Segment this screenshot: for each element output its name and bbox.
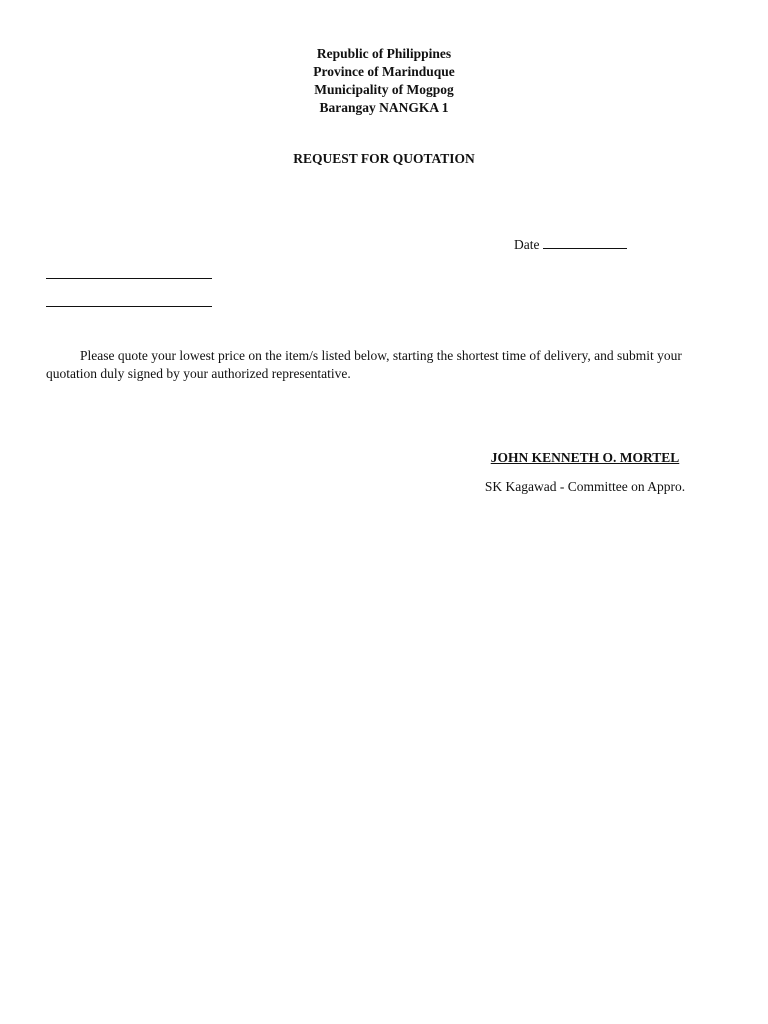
signatory-block (480, 449, 690, 496)
document-title: REQUEST FOR QUOTATION (293, 151, 475, 166)
request-paragraph: Please quote your lowest price on the item/s listed below, starting the shortest time of delivery, and submit your quotation duly signed by your authorized representative. (46, 348, 682, 381)
date-blank-line (543, 236, 627, 249)
date-field (514, 236, 627, 254)
signatory-position: SK Kagawad - Committee on Appro. (484, 479, 686, 494)
recipient-blank-line-2 (46, 306, 212, 307)
header-barangay: Barangay NANGKA 1 (319, 100, 449, 115)
header-country: Republic of Philippines (316, 46, 452, 61)
letterhead (0, 45, 768, 117)
recipient-blank-line-1 (46, 278, 212, 279)
header-municipality: Municipality of Mogpog (314, 82, 454, 97)
date-label: Date (514, 237, 540, 252)
signatory-name: JOHN KENNETH O. MORTEL (490, 450, 680, 465)
header-province: Province of Marinduque (313, 64, 455, 79)
